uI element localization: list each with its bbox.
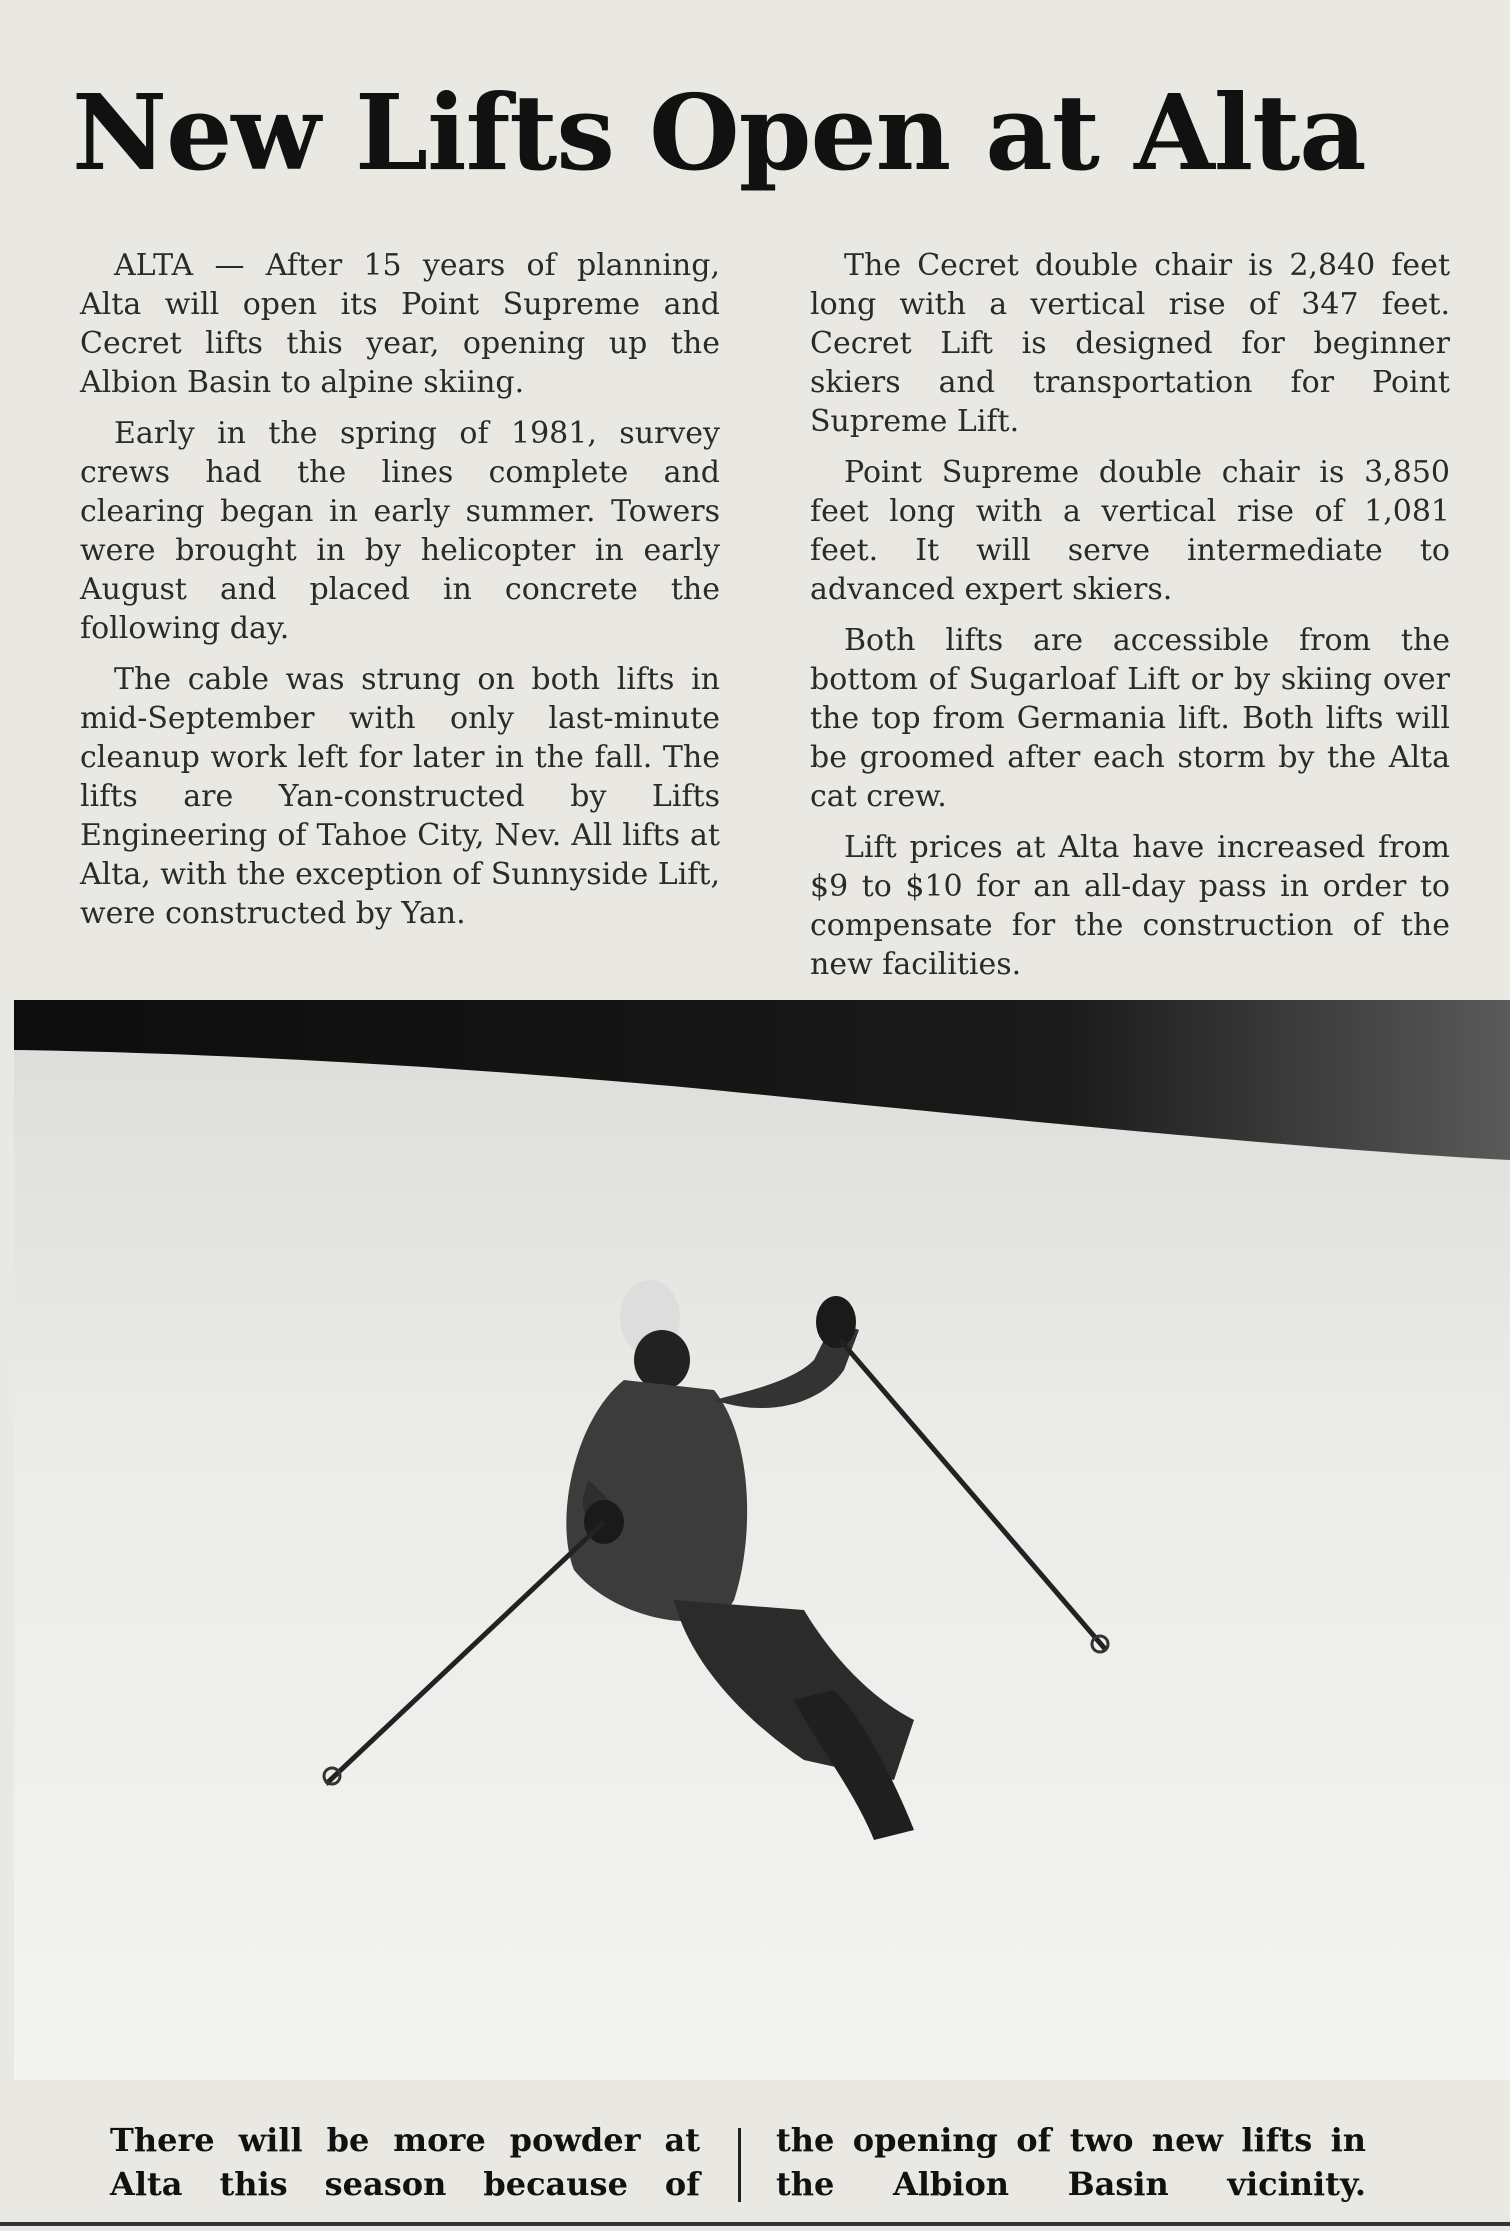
bottom-rule <box>0 2222 1510 2226</box>
paragraph: Both lifts are accessible from the bottom of Sugarloaf Lift or by skiing over the top from Germania lift. Both lifts will be groomed after each storm by the Alta cat crew. <box>810 623 1450 814</box>
article-column-left <box>80 246 720 945</box>
paragraph: The cable was strung on both lifts in mid-September with only last-minute cleanup work left for later in the fall. The lifts are Yan-constructed by Lifts Engineering of Tahoe City, Nev. All lifts at Alta, with the exception of Sunnyside Lift, were constructed by Yan. <box>80 662 720 931</box>
paragraph: The Cecret double chair is 2,840 feet long with a vertical rise of 347 feet. Cecret Lift is designed for beginner skiers and transportation for Point Supreme Lift. <box>810 248 1450 439</box>
photo-caption-right: the opening of two new lifts in the Albion Basin vicinity. <box>776 2121 1366 2203</box>
paragraph: Lift prices at Alta have increased from $9 to $10 for an all-day pass in order to compensate for the construction of the new facilities. <box>810 830 1450 982</box>
photo-caption-left: There will be more powder at Alta this season because of <box>110 2121 700 2203</box>
skier-photo <box>14 1000 1510 2080</box>
paragraph: Early in the spring of 1981, survey crews had the lines complete and clearing began in early summer. Towers were brought in by helicopter in early August and placed in concrete the following day. <box>80 416 720 646</box>
skier-photo-illustration <box>14 1000 1510 2080</box>
article-column-right <box>810 246 1450 996</box>
paragraph: Point Supreme double chair is 3,850 feet long with a vertical rise of 1,081 feet. It will serve intermediate to advanced expert skiers. <box>810 455 1450 607</box>
caption-divider <box>738 2128 741 2202</box>
paragraph: ALTA — After 15 years of planning, Alta will open its Point Supreme and Cecret lifts this year, opening up the Albion Basin to alpine skiing. <box>80 248 720 400</box>
headline: New Lifts Open at Alta <box>72 71 1366 194</box>
